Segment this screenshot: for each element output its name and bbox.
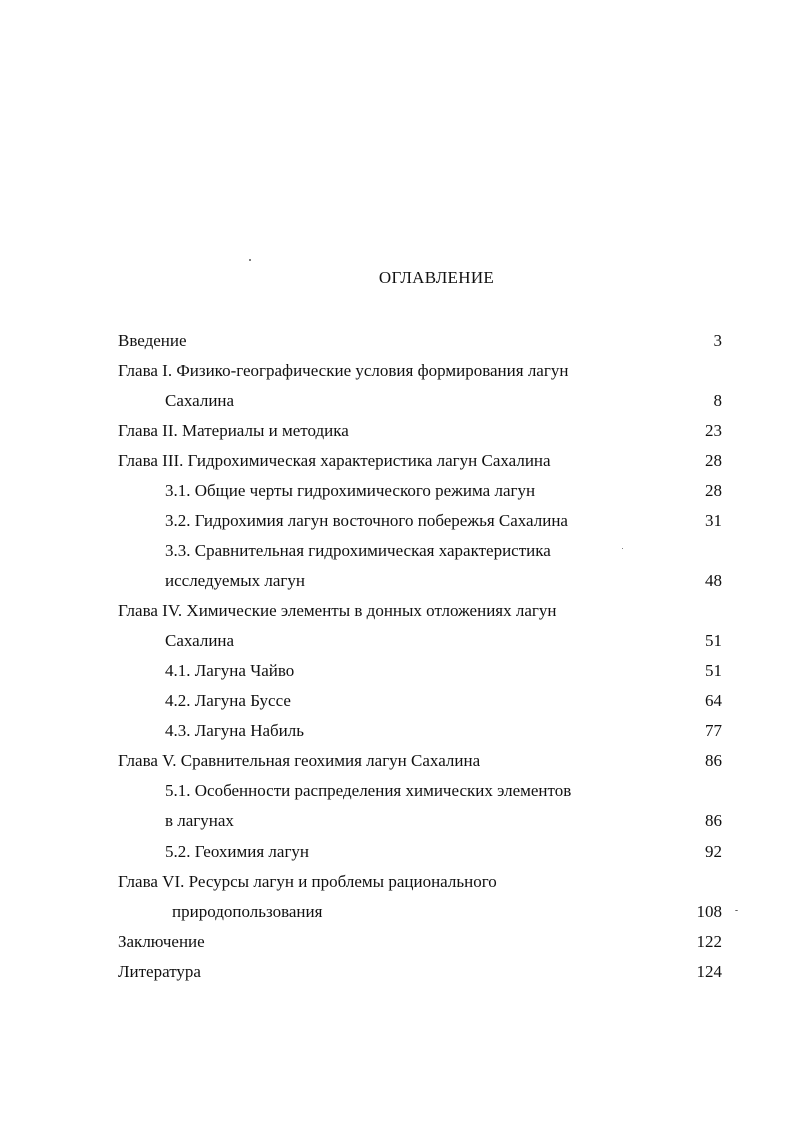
toc-entry-text: Глава II. Материалы и методика xyxy=(118,421,349,440)
toc-entry-page: 64 xyxy=(705,691,722,710)
scan-speck xyxy=(735,910,738,911)
toc-entry-text: 5.1. Особенности распределения химических элементов xyxy=(165,781,572,800)
toc-entry-text: 4.3. Лагуна Набиль xyxy=(165,721,304,740)
toc-entry-text: Сахалина xyxy=(165,391,235,410)
toc-entry-text: природопользования xyxy=(172,902,323,921)
toc-entry-text: Глава I. Физико-географические условия формирования лагун xyxy=(118,361,569,380)
toc-entry-text: 3.3. Сравнительная гидрохимическая характеристика xyxy=(165,541,551,560)
toc-entry-page: 48 xyxy=(705,571,722,590)
toc-entry-page: 3 xyxy=(713,331,722,350)
toc-entry-text: 5.2. Геохимия лагун xyxy=(165,842,310,861)
toc-entry-text: 3.1. Общие черты гидрохимического режима лагун xyxy=(165,481,536,500)
scan-speck xyxy=(249,259,251,261)
toc-entry-page: 86 xyxy=(705,751,722,770)
toc-entry-page: 28 xyxy=(705,451,722,470)
toc-entry-text: в лагунах xyxy=(165,811,234,830)
toc-entry-text: Заключение xyxy=(118,932,205,951)
toc-entry-page: 8 xyxy=(713,391,722,410)
toc-entry-text: Литература xyxy=(118,962,201,981)
toc-entry-text: Глава IV. Химические элементы в донных отложениях лагун xyxy=(118,601,557,620)
toc-entry-page: 23 xyxy=(705,421,722,440)
toc-entry-text: Глава V. Сравнительная геохимия лагун Сахалина xyxy=(118,751,481,770)
toc-entry-page: 51 xyxy=(705,631,722,650)
toc-entry-text: исследуемых лагун xyxy=(165,571,305,590)
toc-entry-text: Глава VI. Ресурсы лагун и проблемы рационального xyxy=(118,872,497,891)
toc-entry-text: 4.2. Лагуна Буссе xyxy=(165,691,291,710)
toc-entry-text: 4.1. Лагуна Чайво xyxy=(165,661,295,680)
toc-entry-text: Введение xyxy=(118,331,187,350)
scan-speck xyxy=(622,548,623,549)
page-title: ОГЛАВЛЕНИЕ xyxy=(378,268,495,287)
toc-entry-page: 124 xyxy=(696,962,722,981)
toc-entry-text: 3.2. Гидрохимия лагун восточного побережья Сахалина xyxy=(165,511,568,530)
toc-entry-page: 77 xyxy=(705,721,722,740)
toc-entry-text: Глава III. Гидрохимическая характеристика лагун Сахалина xyxy=(118,451,551,470)
toc-entry-page: 31 xyxy=(705,511,722,530)
toc-entry-text: Сахалина xyxy=(165,631,235,650)
toc-entry-page: 92 xyxy=(705,842,722,861)
toc-entry-page: 122 xyxy=(696,932,722,951)
toc-entry-page: 28 xyxy=(705,481,722,500)
toc-entry-page: 51 xyxy=(705,661,722,680)
toc-entry-page: 86 xyxy=(705,811,722,830)
toc-entry-page: 108 xyxy=(696,902,722,921)
